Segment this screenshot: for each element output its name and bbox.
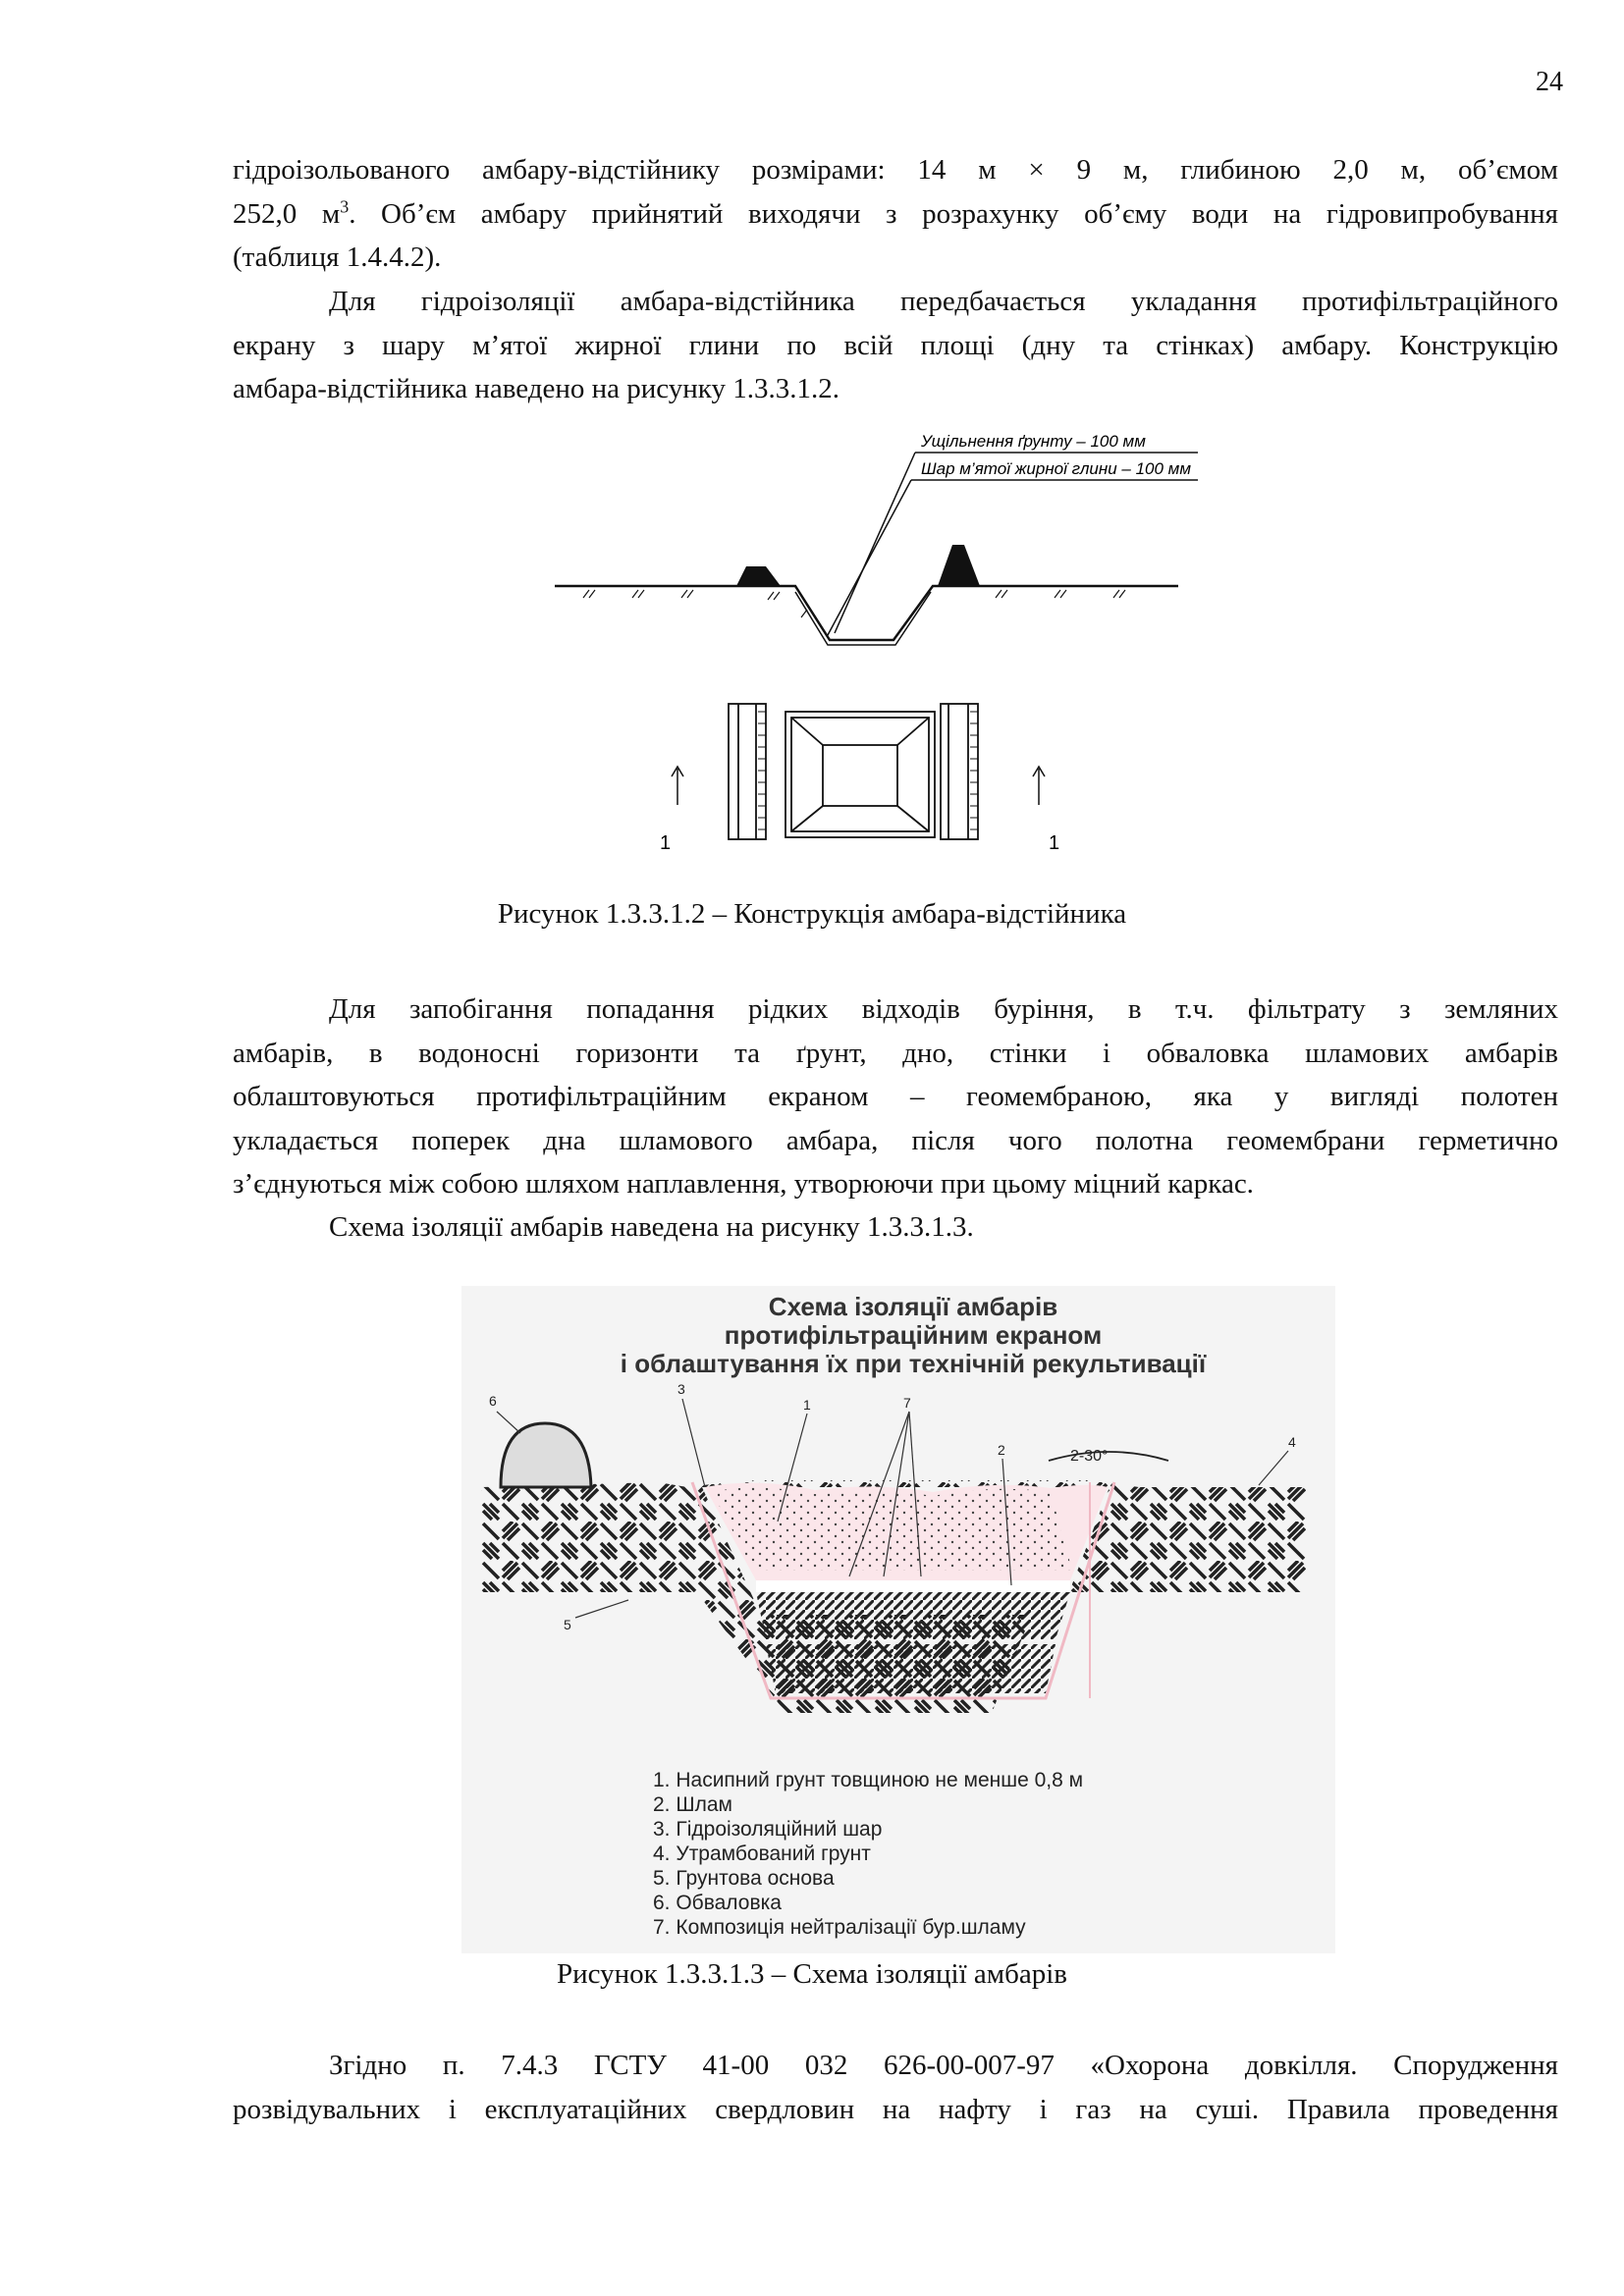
section-marker-left xyxy=(672,767,683,805)
label-soil-compaction: Ущільнення ґрунту – 100 мм xyxy=(921,432,1146,451)
section-label-right: 1 xyxy=(1049,832,1060,854)
section-marker-right xyxy=(1033,767,1045,805)
leader-line xyxy=(828,480,911,635)
scheme-title-line-3: і облаштування їх при технічній рекультивації xyxy=(620,1349,1207,1378)
legend-item: 7. Композиція нейтралізації бур.шламу xyxy=(653,1916,1026,1939)
legend-item: 3. Гідроізоляційний шар xyxy=(653,1818,883,1841)
callout-3: 3 xyxy=(677,1381,685,1397)
paragraph-line: укладається поперек дна шламового амбара, після чого полотна геомембрани герметично xyxy=(233,1124,1558,1156)
label-clay-layer: Шар м’ятої жирної глини – 100 мм xyxy=(921,459,1191,478)
plan-view xyxy=(729,704,978,839)
figure-isolation-scheme xyxy=(461,1286,1335,1953)
paragraph-line: Для гідроізоляції амбара-відстійника передбачається укладання протифільтраційного xyxy=(329,286,1558,317)
page-number: 24 xyxy=(1536,67,1563,97)
paragraph-line: Згідно п. 7.4.3 ГСТУ 41-00 032 626-00-007-97 «Охорона довкілля. Спорудження xyxy=(329,2050,1558,2081)
bottom-layer xyxy=(766,1644,1056,1693)
paragraph-line: (таблиця 1.4.4.2). xyxy=(233,241,442,273)
ground-profile xyxy=(555,586,1178,640)
neutralization-layer xyxy=(756,1592,1070,1639)
callout-1: 1 xyxy=(803,1397,811,1413)
callout-2: 2 xyxy=(998,1442,1005,1458)
legend-item: 6. Обваловка xyxy=(653,1892,782,1914)
legend-item: 5. Грунтова основа xyxy=(653,1867,835,1890)
section-label-left: 1 xyxy=(660,832,672,854)
paragraph-2 xyxy=(233,280,1558,411)
paragraph-line: Для запобігання попадання рідких відходів буріння, в т.ч. фільтрату з земляних xyxy=(329,993,1558,1025)
callout-6: 6 xyxy=(489,1393,497,1409)
paragraph-line: екрану з шару м’ятої жирної глини по всій площі (дну та стінках) амбару. Конструкцію xyxy=(233,329,1558,361)
paragraph-1 xyxy=(233,148,1558,280)
angle-label: 2-30° xyxy=(1070,1448,1109,1465)
paragraph-4 xyxy=(233,1205,1558,1250)
figure-1-caption: Рисунок 1.3.3.1.2 – Конструкція амбара-відстійника xyxy=(497,898,1127,930)
paragraph-line: амбарів, в водоносні горизонти та ґрунт, дно, стінки і обваловка шламових амбарів xyxy=(233,1037,1558,1069)
paragraph-5 xyxy=(233,2044,1558,2131)
paragraph-3 xyxy=(233,988,1558,1206)
paragraph-line: гідроізольованого амбару-відстійнику розмірами: 14 м × 9 м, глибиною 2,0 м, об’ємом xyxy=(233,154,1558,186)
ground-hatch xyxy=(583,590,1125,617)
leader-line xyxy=(835,453,915,633)
backfill-dots xyxy=(712,1487,1072,1571)
paragraph-line: з’єднуються між собою шляхом наплавлення, утворюючи при цьому міцний каркас. xyxy=(233,1168,1254,1200)
volume-text: 252,0 м xyxy=(233,197,341,230)
embankment-right xyxy=(938,545,980,586)
sludge-layer xyxy=(756,1580,1070,1592)
callout-5: 5 xyxy=(564,1617,571,1632)
paragraph-text: . Об’єм амбару прийнятий виходячи з розрахунку об’єму води на гідровипробування xyxy=(349,197,1558,230)
scheme-title-line-2: протифільтраційним екраном xyxy=(724,1320,1103,1350)
callout-7: 7 xyxy=(903,1395,911,1411)
callout-4: 4 xyxy=(1288,1434,1296,1450)
embankment-left xyxy=(736,566,781,586)
scheme-title-line-1: Схема ізоляції амбарів xyxy=(768,1292,1058,1321)
paragraph-line xyxy=(233,192,1558,237)
legend-item: 4. Утрамбований грунт xyxy=(653,1842,871,1865)
legend-item: 2. Шлам xyxy=(653,1793,732,1816)
paragraph-line: Схема ізоляції амбарів наведена на рисунку 1.3.3.1.3. xyxy=(329,1211,974,1243)
figure-2-caption: Рисунок 1.3.3.1.3 – Схема ізоляції амбарів xyxy=(556,1958,1068,1990)
figure-amber-construction xyxy=(550,417,1198,869)
superscript: 3 xyxy=(340,195,350,216)
legend-item: 1. Насипний грунт товщиною не менше 0,8 м xyxy=(653,1769,1084,1791)
paragraph-line: розвідувальних і експлуатаційних свердловин на нафту і газ на суші. Правила проведення xyxy=(233,2093,1558,2125)
paragraph-line: амбара-відстійника наведено на рисунку 1.3.3.1.2. xyxy=(233,373,839,404)
paragraph-line: облаштовуються протифільтраційним екраном – геомембраною, яка у вигляді полотен xyxy=(233,1081,1558,1112)
